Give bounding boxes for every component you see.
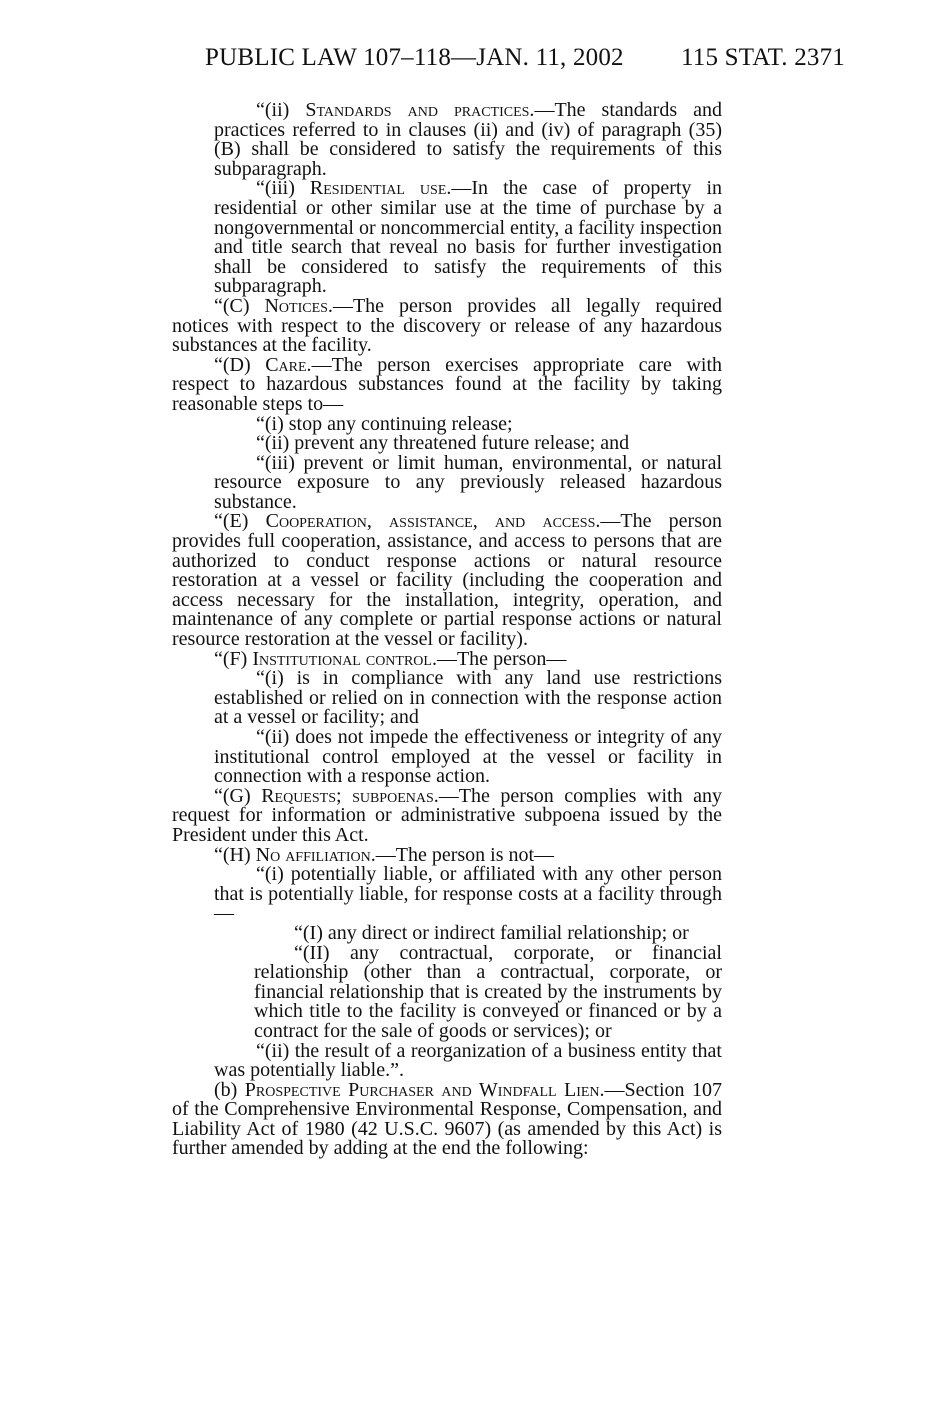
paragraph-institutional-control: “(F) Institutional control.—The person— xyxy=(214,647,567,670)
clause-institutional-i: “(i) is in compliance with any land use restrictions established or relied on in connection with the response action at a vessel or facility; and xyxy=(214,667,722,729)
clause-care-ii: “(ii) prevent any threatened future release; and xyxy=(256,432,630,455)
subclause-affiliation-I: “(I) any direct or indirect familial relationship; or xyxy=(294,921,689,944)
paragraph-no-affiliation: “(H) No affiliation.—The person is not— xyxy=(214,843,555,866)
running-header xyxy=(205,42,845,74)
paragraph-cooperation: “(E) Cooperation, assistance, and access.—The person provides full cooperation, assistance, and access to persons that are authorized to conduct response actions or natural resource restoration at a vessel or facility (including the cooperation and access necessary for the installation, integrity, operation, and maintenance of any complete or partial response actions or natural resource restoration at the vessel or facility). xyxy=(172,510,722,651)
paragraph-notices: “(C) Notices.—The person provides all legally required notices with respect to the discovery or release of any hazardous substances at the facility. xyxy=(172,294,722,357)
statute-text xyxy=(172,101,722,1159)
clause-care-i: “(i) stop any continuing release; xyxy=(256,412,513,435)
clause-affiliation-i: “(i) potentially liable, or affiliated with any other person that is potentially liable, for response costs at a facility through— xyxy=(214,863,722,925)
paragraph-requests-subpoenas: “(G) Requests; subpoenas.—The person complies with any request for information or administrative subpoena issued by the President under this Act. xyxy=(172,784,722,846)
paragraph-standards-and-practices: “(ii) Standards and practices.—The standards and practices referred to in clauses (ii) and (iv) of paragraph (35)(B) shall be considered to satisfy the requirements of this subparagraph. xyxy=(214,99,723,180)
clause-institutional-ii: “(ii) does not impede the effectiveness or integrity of any institutional control employed at the vessel or facility in connection with a response action. xyxy=(214,726,722,788)
clause-affiliation-ii: “(ii) the result of a reorganization of a business entity that was potentially liable.”. xyxy=(214,1039,722,1082)
stat-citation: 115 STAT. 2371 xyxy=(681,44,845,71)
paragraph-residential-use: “(iii) Residential use.—In the case of property in residential or other similar use at the time of purchase by a nongovernmental or noncommercial entity, a facility inspection and title search that reveal no basis for further investigation shall be considered to satisfy the requirements of this subparagraph. xyxy=(214,177,722,298)
paragraph-prospective-purchaser: (b) Prospective Purchaser and Windfall Lien.—Section 107 of the Comprehensive Environmental Response, Compensation, and Liability Act of 1980 (42 U.S.C. 9607) (as amended by this Act) is further amended by adding at the end the following: xyxy=(172,1078,722,1160)
law-citation: PUBLIC LAW 107–118—JAN. 11, 2002 xyxy=(205,44,624,71)
paragraph-care: “(D) Care.—The person exercises appropriate care with respect to hazardous substances found at the facility by taking reasonable steps to— xyxy=(172,353,723,415)
clause-care-iii: “(iii) prevent or limit human, environmental, or natural resource exposure to any previously released hazardous substance. xyxy=(214,451,722,513)
subclause-affiliation-II: “(II) any contractual, corporate, or financial relationship (other than a contractual, corporate, or financial relationship that is created by the instruments by which title to the facility is conveyed or financed or by a contract for the sale of goods or services); or xyxy=(254,941,722,1042)
